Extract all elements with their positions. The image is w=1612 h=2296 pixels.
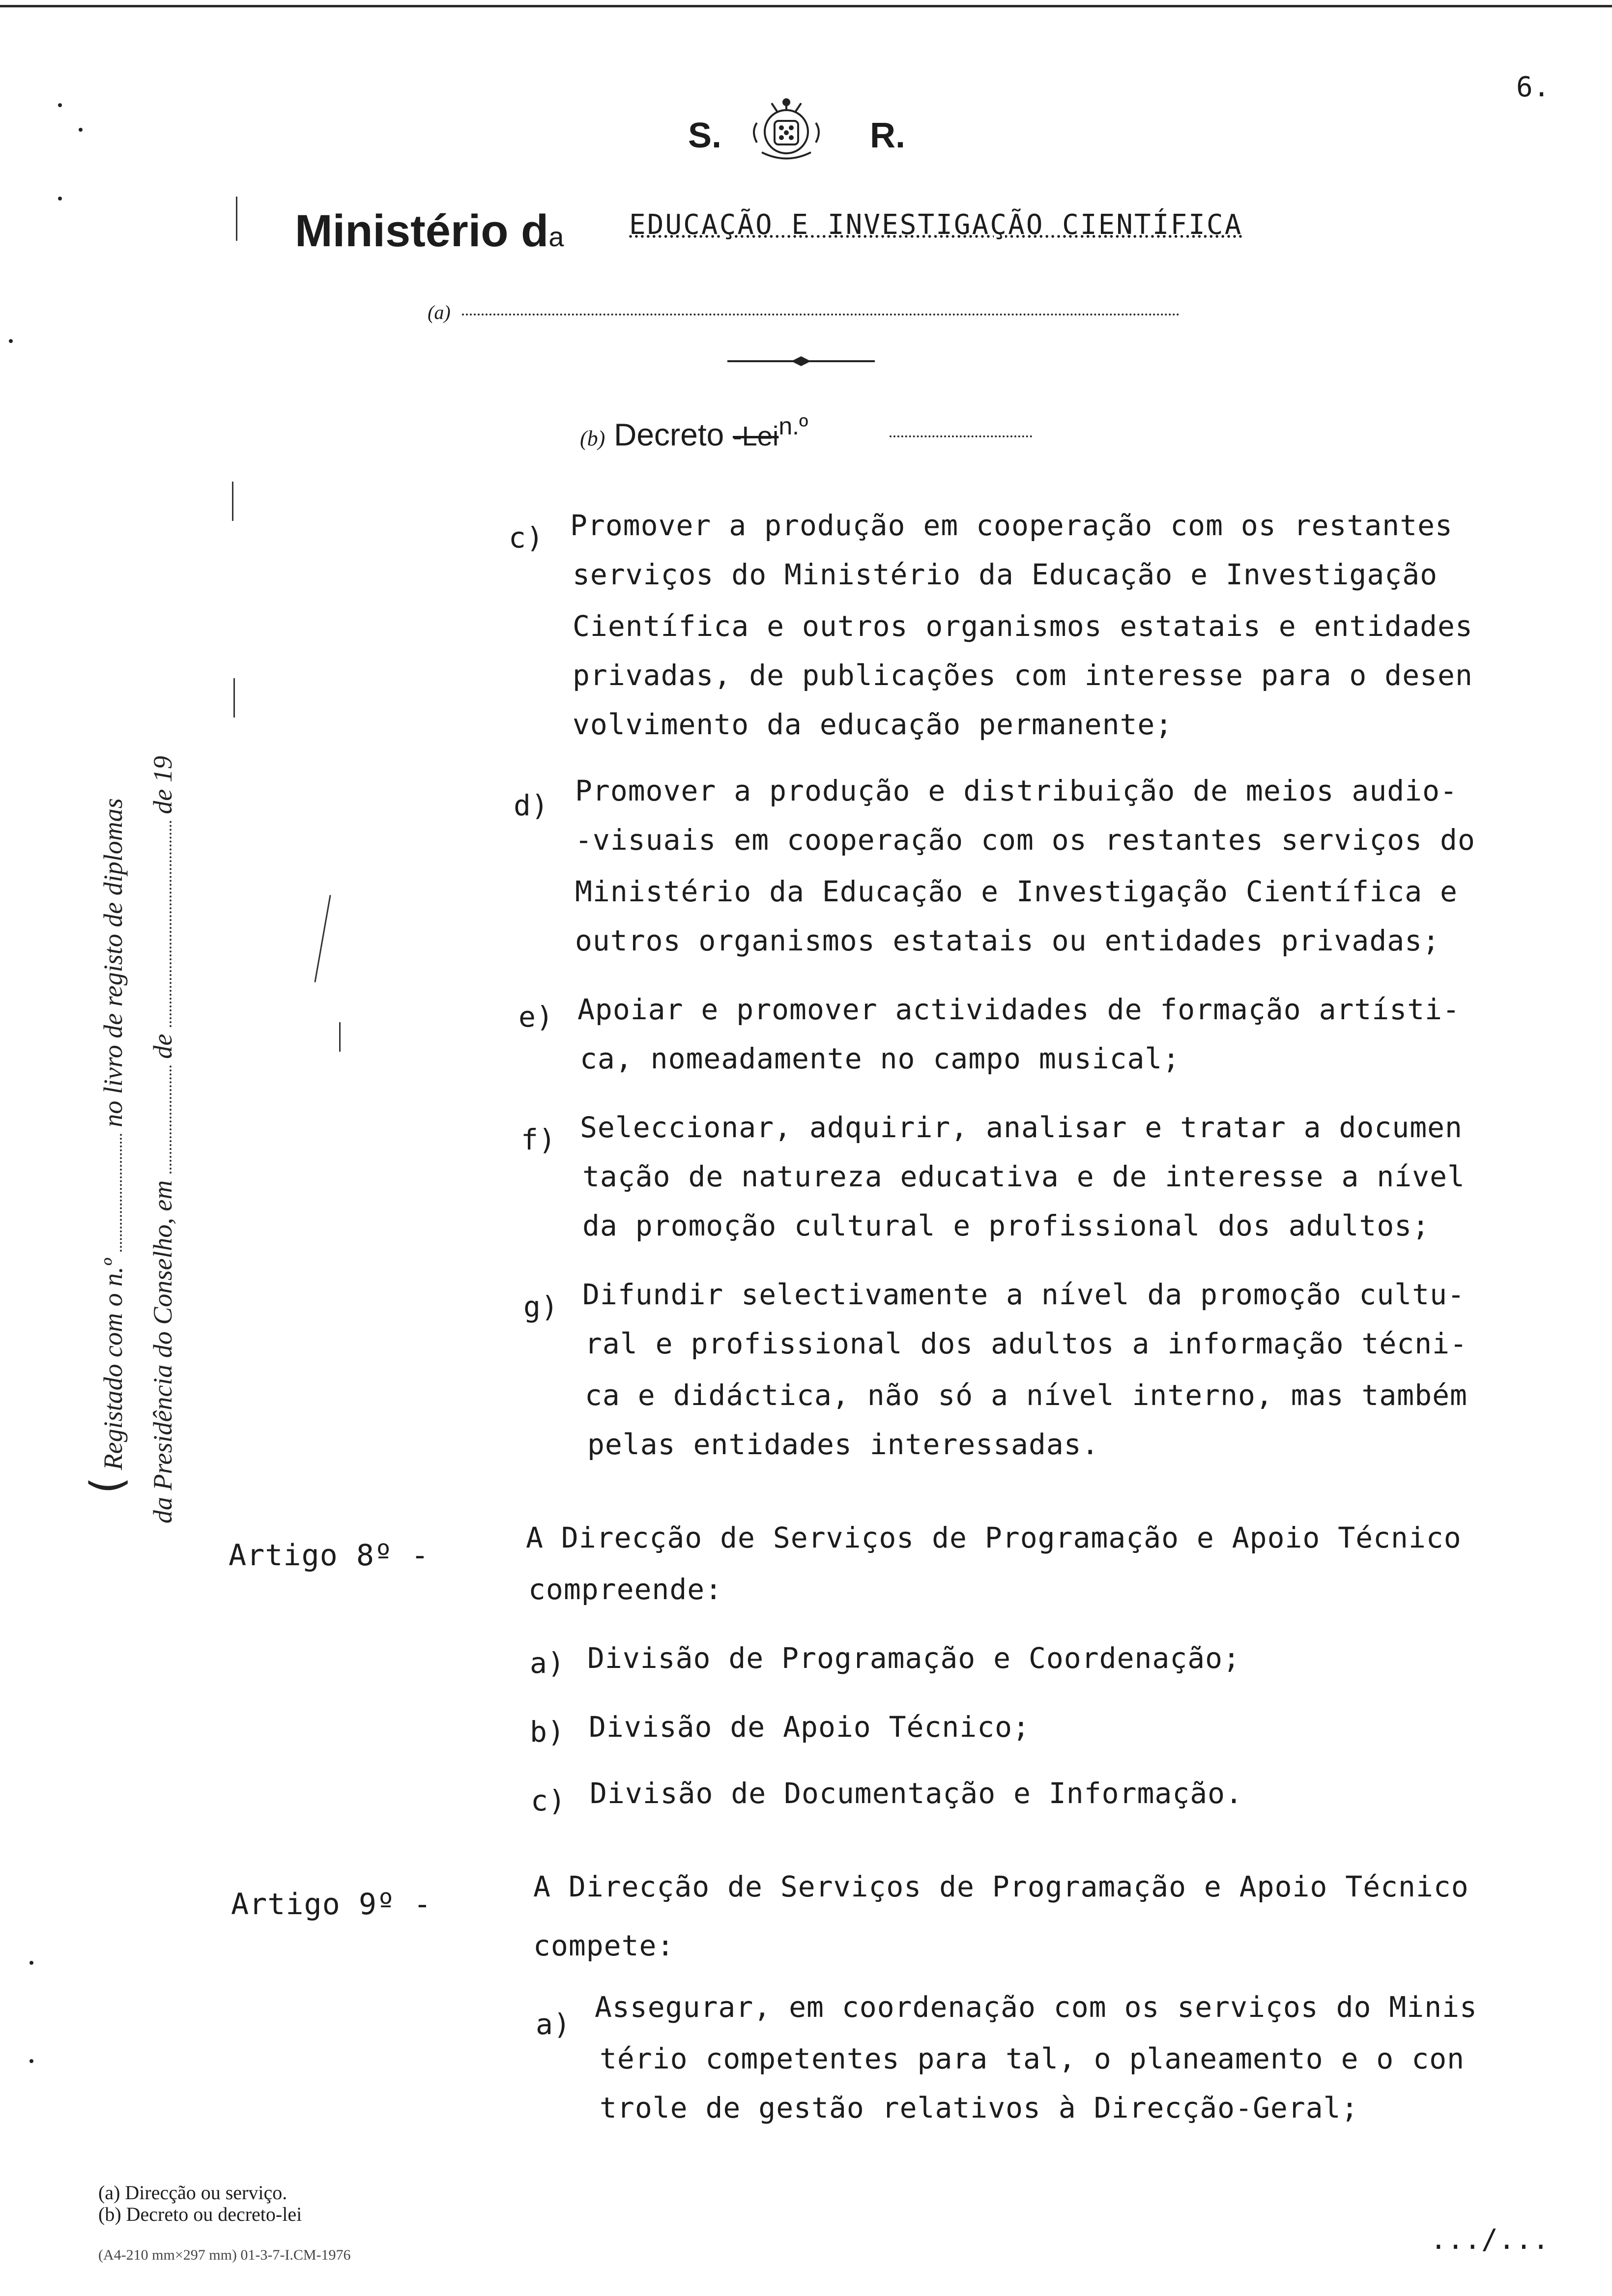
letterhead-r: R. bbox=[870, 116, 905, 155]
registration-number-line bbox=[120, 1134, 122, 1252]
artigo-8-item-letter: a) bbox=[530, 1646, 565, 1680]
item-c-line: serviços do Ministério da Educação e Investigação bbox=[573, 558, 1438, 591]
item-g-line: ca e didáctica, não só a nível interno, mas também bbox=[585, 1378, 1468, 1412]
scan-mark bbox=[314, 895, 331, 982]
registration-book-text: no livro de registo de diplomas bbox=[98, 798, 128, 1127]
ornament-divider-icon bbox=[727, 354, 875, 369]
item-c-line: privadas, de publicações com interesse para o desen bbox=[573, 659, 1473, 692]
artigo-8-item-letter: b) bbox=[530, 1715, 565, 1749]
artigo-9-intro-line: compete: bbox=[533, 1929, 675, 1962]
scan-mark bbox=[232, 482, 233, 521]
scan-speck bbox=[79, 128, 83, 132]
item-g-line: Difundir selectivamente a nível da promoção cultu- bbox=[582, 1278, 1465, 1311]
item-d-letter: d) bbox=[514, 789, 549, 822]
registration-month-line bbox=[170, 821, 172, 1027]
field-a-line bbox=[462, 314, 1180, 316]
registration-day-line bbox=[170, 1065, 172, 1174]
item-g-line: pelas entidades interessadas. bbox=[587, 1428, 1099, 1461]
field-a-label: (a) bbox=[428, 301, 451, 323]
artigo-8-intro-line: A Direcção de Serviços de Programação e Apoio Técnico bbox=[526, 1521, 1462, 1554]
top-rule bbox=[0, 5, 1612, 7]
footnote-b: (b) Decreto ou decreto-lei bbox=[98, 2203, 302, 2225]
artigo-9-item-letter: a) bbox=[536, 2008, 571, 2041]
item-f-line: Seleccionar, adquirir, analisar e tratar a documen bbox=[580, 1111, 1463, 1144]
ministry-prefix: Ministério d bbox=[295, 206, 549, 256]
ministry-name: EDUCAÇÃO E INVESTIGAÇÃO CIENTÍFICA bbox=[629, 209, 1243, 241]
artigo-8-label: Artigo 8º - bbox=[229, 1538, 430, 1573]
artigo-8-item-text: Divisão de Apoio Técnico; bbox=[589, 1710, 1030, 1744]
form-code: (A4-210 mm×297 mm) 01-3-7-I.CM-1976 bbox=[98, 2247, 351, 2263]
artigo-8-item-text: Divisão de Programação e Coordenação; bbox=[587, 1641, 1241, 1675]
scan-speck bbox=[58, 197, 62, 201]
item-d-line: -visuais em cooperação com os restantes serviços do bbox=[575, 823, 1475, 857]
item-e-line: Apoiar e promover actividades de formação artísti- bbox=[577, 993, 1460, 1026]
continuation-mark: .../... bbox=[1430, 2224, 1550, 2256]
registration-de-text: de bbox=[148, 1033, 177, 1059]
artigo-8-item-letter: c) bbox=[531, 1784, 566, 1817]
footnote-a: (a) Direcção ou serviço. bbox=[98, 2181, 288, 2204]
item-g-letter: g) bbox=[523, 1290, 559, 1323]
scan-mark bbox=[339, 1022, 341, 1052]
item-f-line: da promoção cultural e profissional dos adultos; bbox=[582, 1209, 1430, 1242]
artigo-8-intro-line: compreende: bbox=[528, 1573, 723, 1606]
scan-mark bbox=[233, 678, 235, 718]
ministry-article: a bbox=[548, 221, 564, 252]
item-f-line: tação de natureza educativa e de interesse a nível bbox=[582, 1160, 1465, 1193]
item-f-letter: f) bbox=[521, 1123, 556, 1156]
artigo-9-label: Artigo 9º - bbox=[231, 1887, 432, 1922]
artigo-9-intro-line: A Direcção de Serviços de Programação e Apoio Técnico bbox=[533, 1870, 1469, 1903]
scan-mark bbox=[236, 197, 237, 241]
decree-number-line bbox=[890, 435, 1032, 437]
decree-number: n.º bbox=[778, 412, 808, 440]
item-d-line: Promover a produção e distribuição de meios audio- bbox=[575, 774, 1458, 807]
letterhead-s: S. bbox=[688, 116, 722, 155]
artigo-9-item-line: tério competentes para tal, o planeamento e o con bbox=[600, 2042, 1465, 2075]
item-d-line: Ministério da Educação e Investigação Científica e bbox=[575, 875, 1458, 908]
artigo-9-item-line: trole de gestão relativos à Direcção-Geral; bbox=[600, 2091, 1359, 2124]
item-d-line: outros organismos estatais ou entidades privadas; bbox=[575, 924, 1440, 957]
item-c-line: Promover a produção em cooperação com os restantes bbox=[570, 509, 1453, 542]
decree-label: Decreto bbox=[614, 417, 724, 453]
item-c-letter: c) bbox=[509, 521, 544, 554]
item-c-line: Científica e outros organismos estatais e entidades bbox=[573, 609, 1473, 643]
scan-speck bbox=[9, 339, 13, 343]
decree-marker: (b) bbox=[580, 426, 605, 451]
artigo-8-item-text: Divisão de Documentação e Informação. bbox=[590, 1777, 1243, 1810]
item-e-line: ca, nomeadamente no campo musical; bbox=[580, 1042, 1180, 1075]
item-g-line: ral e profissional dos adultos a informação técni- bbox=[585, 1327, 1468, 1360]
item-c-line: volvimento da educação permanente; bbox=[573, 708, 1173, 741]
coat-of-arms-icon bbox=[742, 93, 831, 167]
footnotes bbox=[98, 2182, 302, 2225]
ministry-label bbox=[295, 205, 564, 257]
scan-speck bbox=[29, 2059, 33, 2063]
registration-margin-line2 bbox=[147, 756, 178, 1523]
scan-speck bbox=[29, 1961, 33, 1965]
registration-prefix: Registado com o n.º bbox=[98, 1258, 128, 1470]
item-e-letter: e) bbox=[518, 1000, 554, 1033]
scan-speck bbox=[58, 103, 62, 107]
artigo-9-item-line: Assegurar, em coordenação com os serviços do Minis bbox=[595, 1990, 1477, 2024]
decree-struck: -Lei bbox=[732, 420, 779, 452]
registration-margin-line1 bbox=[81, 798, 133, 1494]
decree-line bbox=[580, 412, 808, 453]
registration-presidency-text: da Presidência do Conselho, em bbox=[148, 1180, 177, 1523]
brace-mark-icon: ( bbox=[81, 1476, 133, 1494]
page-number: 6. bbox=[1516, 71, 1551, 103]
registration-year-text: de 19 bbox=[148, 756, 177, 814]
